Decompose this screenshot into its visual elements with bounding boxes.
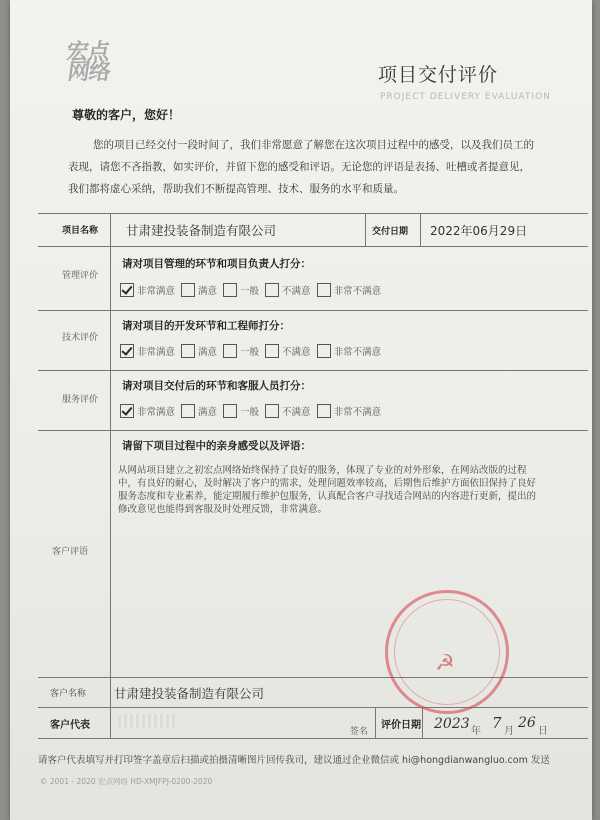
technical-rating-options bbox=[120, 344, 387, 358]
table-divider bbox=[38, 430, 588, 431]
checkbox-icon[interactable] bbox=[317, 344, 331, 358]
rating-option-satisfied[interactable]: 满意 bbox=[181, 283, 217, 297]
customer-comment-label: 客户评语 bbox=[52, 547, 89, 557]
column-divider bbox=[422, 707, 423, 738]
checkbox-icon[interactable] bbox=[265, 283, 279, 297]
seal-emblem-icon: ☭ bbox=[435, 651, 455, 676]
column-divider bbox=[375, 707, 376, 738]
rating-option-satisfied[interactable]: 满意 bbox=[181, 404, 217, 418]
checkbox-icon[interactable] bbox=[181, 344, 195, 358]
redacted-representative bbox=[118, 714, 176, 728]
service-rating-options bbox=[120, 404, 387, 418]
checkbox-icon[interactable] bbox=[317, 283, 331, 297]
checkbox-icon[interactable] bbox=[120, 404, 134, 418]
management-rating-options bbox=[120, 283, 387, 297]
rating-option-average[interactable]: 一般 bbox=[223, 404, 259, 418]
rating-option-very-dissatisfied[interactable]: 非常不满意 bbox=[317, 283, 382, 297]
table-divider bbox=[38, 738, 588, 739]
table-divider bbox=[38, 370, 588, 371]
rating-option-average[interactable]: 一般 bbox=[223, 283, 259, 297]
customer-name-label: 客户名称 bbox=[50, 689, 87, 699]
customer-name-value: 甘肃建投装备制造有限公司 bbox=[114, 686, 265, 701]
evaluation-form-sheet bbox=[10, 0, 592, 820]
checkbox-icon[interactable] bbox=[223, 283, 237, 297]
service-eval-label: 服务评价 bbox=[62, 395, 99, 405]
checkbox-icon[interactable] bbox=[120, 283, 134, 297]
technical-question: 请对项目的开发环节和工程师打分： bbox=[122, 320, 290, 332]
checkbox-icon[interactable] bbox=[120, 344, 134, 358]
document-title: 项目交付评价 bbox=[378, 64, 499, 86]
rating-option-average[interactable]: 一般 bbox=[223, 344, 259, 358]
column-divider bbox=[110, 213, 111, 738]
submission-instructions: 请客户代表填写并打印签字盖章后扫描或拍摄清晰图片回传我司，建议通过企业微信或 hi@hongdianwangluo.com 发送 bbox=[38, 755, 550, 766]
signature-label: 签名 bbox=[350, 727, 369, 737]
table-divider bbox=[38, 246, 588, 247]
eval-day-handwritten: 26 bbox=[518, 715, 536, 731]
greeting: 尊敬的客户，您好！ bbox=[72, 108, 181, 122]
service-question: 请对项目交付后的环节和客服人员打分： bbox=[122, 380, 311, 392]
rating-option-very-dissatisfied[interactable]: 非常不满意 bbox=[317, 404, 382, 418]
year-suffix: 年 bbox=[471, 726, 481, 737]
customer-rep-label: 客户代表 bbox=[50, 720, 90, 731]
delivery-date-value: 2022年06月29日 bbox=[430, 224, 528, 238]
rating-option-very-dissatisfied[interactable]: 非常不满意 bbox=[317, 344, 382, 358]
checkbox-icon[interactable] bbox=[317, 404, 331, 418]
table-divider bbox=[38, 310, 588, 311]
rating-option-very-satisfied[interactable]: 非常满意 bbox=[120, 344, 175, 358]
company-seal bbox=[385, 590, 509, 714]
rating-option-dissatisfied[interactable]: 不满意 bbox=[265, 344, 311, 358]
day-suffix: 日 bbox=[538, 726, 548, 737]
checkbox-icon[interactable] bbox=[181, 404, 195, 418]
checkbox-icon[interactable] bbox=[265, 344, 279, 358]
month-suffix: 月 bbox=[504, 726, 514, 737]
eval-year-handwritten: 2023 bbox=[434, 716, 470, 732]
rating-option-very-satisfied[interactable]: 非常满意 bbox=[120, 404, 175, 418]
eval-date-label: 评价日期 bbox=[381, 720, 421, 731]
checkbox-icon[interactable] bbox=[223, 404, 237, 418]
table-divider bbox=[38, 677, 588, 678]
table-divider bbox=[38, 707, 588, 708]
column-divider bbox=[365, 213, 366, 246]
management-eval-label: 管理评价 bbox=[62, 271, 99, 281]
table-divider bbox=[38, 213, 588, 214]
comment-text[interactable]: 从网站项目建立之初宏点网络始终保持了良好的服务，体现了专业的对外形象，在网站改版的过程中，有良好的耐心，及时解决了客户的需求，处理问题效率较高，后期售后维护方面依旧保持了良好服务态度和专业素养，能定期履行维护包服务，认真配合客户寻找适合网站的内容进行更新，提出的修改意见也能得到客服及时处理反馈，非常满意。 bbox=[118, 465, 537, 515]
rating-option-dissatisfied[interactable]: 不满意 bbox=[265, 283, 311, 297]
technical-eval-label: 技术评价 bbox=[62, 333, 99, 343]
company-logo: 宏点 网络 bbox=[64, 39, 112, 85]
project-name-value: 甘肃建投装备制造有限公司 bbox=[126, 223, 277, 238]
project-name-label: 项目名称 bbox=[62, 226, 99, 236]
checkbox-icon[interactable] bbox=[181, 283, 195, 297]
column-divider bbox=[420, 213, 421, 246]
intro-paragraph: 您的项目已经交付一段时间了，我们非常愿意了解您在这次项目过程中的感受，以及我们员工的表现，请您不吝指教，如实评价，并留下您的感受和评语。无论您的评语是表扬、吐槽或者提意见，我们都将虚心采纳，帮助我们不断提高管理、技术、服务的水平和质量。 bbox=[68, 139, 534, 195]
checkbox-icon[interactable] bbox=[265, 404, 279, 418]
rating-option-satisfied[interactable]: 满意 bbox=[181, 344, 217, 358]
rating-option-dissatisfied[interactable]: 不满意 bbox=[265, 404, 311, 418]
eval-month-handwritten: 7 bbox=[492, 714, 502, 732]
rating-option-very-satisfied[interactable]: 非常满意 bbox=[120, 283, 175, 297]
checkbox-icon[interactable] bbox=[223, 344, 237, 358]
delivery-date-label: 交付日期 bbox=[372, 227, 409, 237]
management-question: 请对项目管理的环节和项目负责人打分： bbox=[122, 258, 311, 270]
copyright-notice: © 2001 - 2020 宏点网络 HD-XMJFPJ-0200-2020 bbox=[40, 777, 213, 786]
comment-prompt: 请留下项目过程中的亲身感受以及评语： bbox=[122, 440, 311, 452]
document-subtitle: PROJECT DELIVERY EVALUATION bbox=[380, 92, 551, 102]
